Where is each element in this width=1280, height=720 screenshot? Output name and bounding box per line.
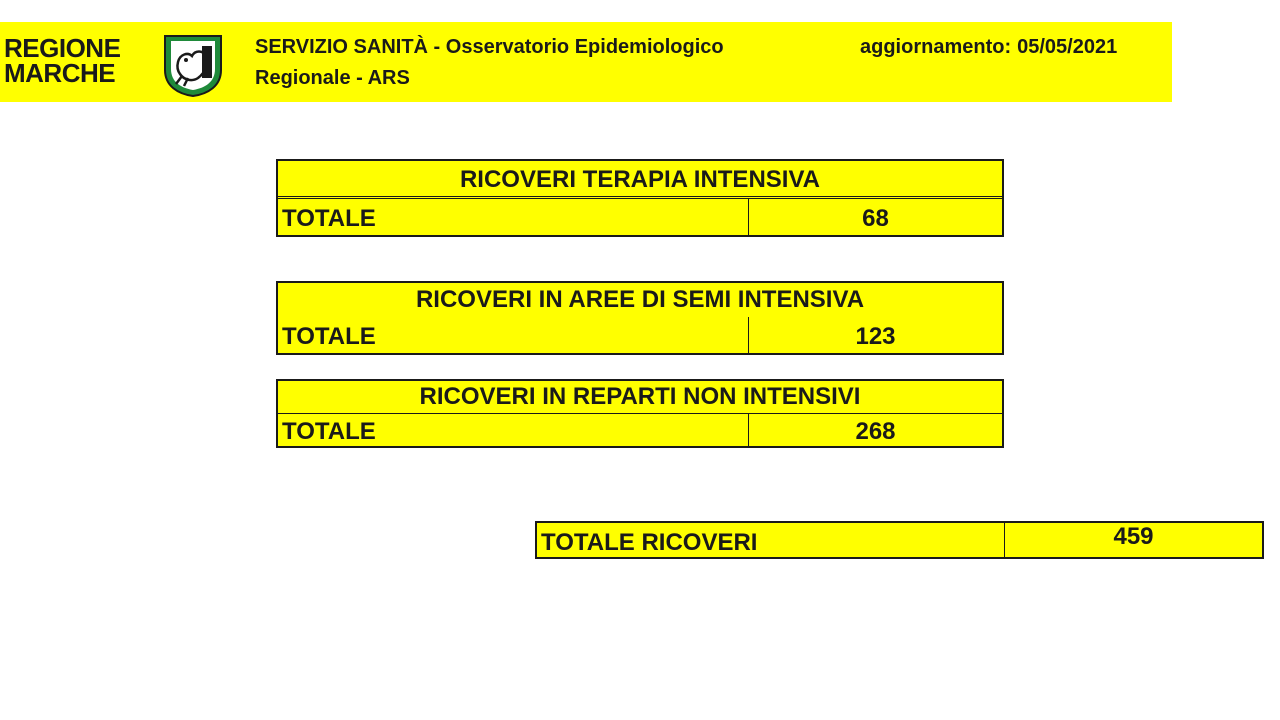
section-title: RICOVERI IN AREE DI SEMI INTENSIVA [415, 286, 865, 313]
row-label: TOTALE [282, 323, 376, 350]
regione-marche-logo [4, 32, 226, 98]
header-banner [0, 22, 1172, 102]
table-row [278, 414, 1002, 446]
update-info [860, 32, 1117, 63]
table-row [278, 199, 1002, 235]
row-label: TOTALE [282, 418, 376, 445]
row-value: 268 [748, 414, 1002, 446]
section-semi-intensiva [276, 281, 1004, 355]
table-row [278, 317, 1002, 353]
row-label: TOTALE [282, 205, 376, 232]
regione-marche-shield-icon [162, 32, 224, 98]
header-title: SERVIZIO SANITÀ - Osservatorio Epidemiologico Regionale - ARS [255, 36, 724, 89]
section-title: RICOVERI TERAPIA INTENSIVA [278, 161, 1002, 199]
logo-line-2: MARCHE [4, 58, 116, 88]
row-value: 123 [748, 317, 1002, 353]
section-terapia-intensiva [276, 159, 1004, 237]
update-date: 05/05/2021 [1017, 36, 1118, 58]
section-non-intensivi [276, 379, 1004, 448]
total-value: 459 [1004, 523, 1262, 557]
update-label: aggiornamento: [860, 36, 1012, 58]
section-title: RICOVERI IN REPARTI NON INTENSIVI [278, 381, 1002, 414]
total-ricoveri [535, 521, 1264, 559]
logo-line-1: REGIONE [4, 33, 121, 63]
row-value: 68 [748, 199, 1002, 235]
logo-text [4, 33, 121, 88]
total-label: TOTALE RICOVERI [541, 529, 758, 556]
